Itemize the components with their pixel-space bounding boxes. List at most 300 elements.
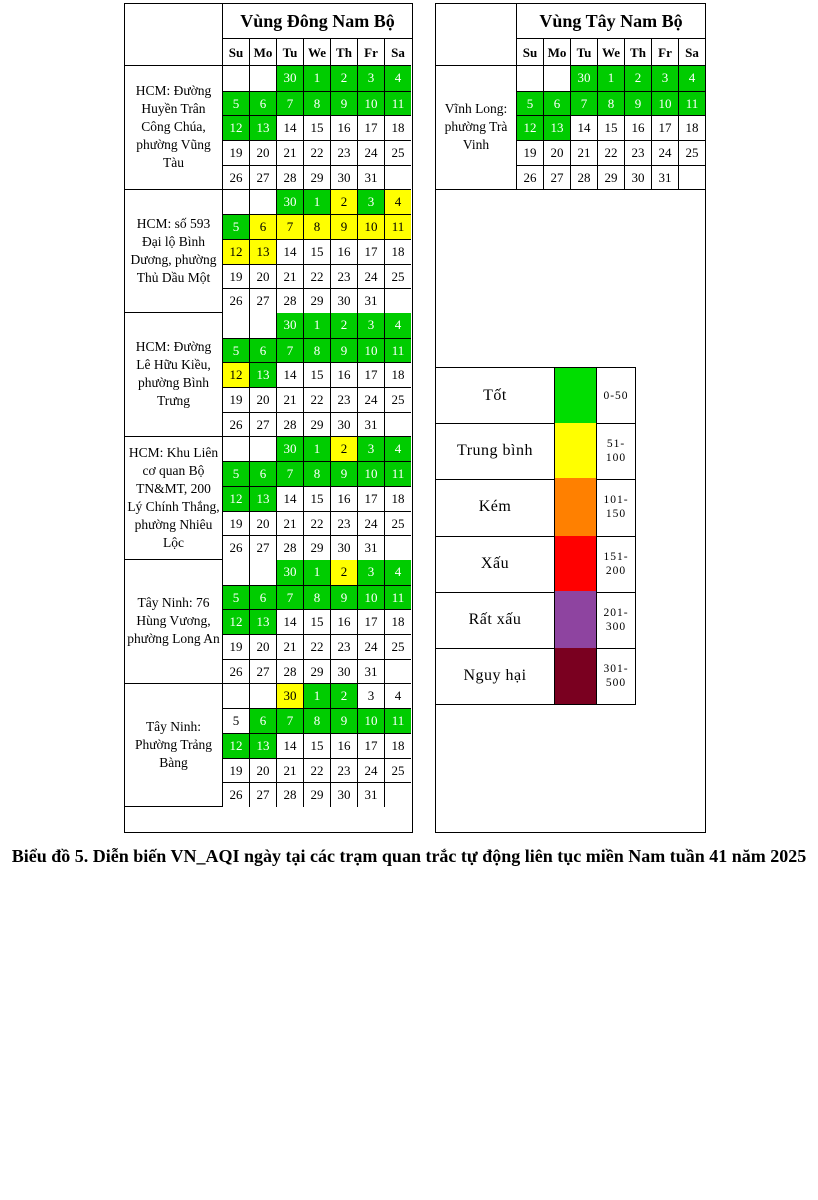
- weekday-header: Tu: [570, 39, 597, 66]
- aqi-day-cell: 19: [222, 634, 249, 659]
- aqi-day-cell: 5: [222, 708, 249, 733]
- aqi-day-cell: 26: [222, 165, 249, 190]
- weekday-header: Su: [222, 39, 249, 66]
- aqi-day-cell: [222, 190, 249, 215]
- aqi-day-cell: 31: [651, 165, 678, 190]
- aqi-day-cell: 28: [276, 412, 303, 437]
- aqi-day-cell: 19: [516, 140, 543, 165]
- aqi-day-cell: 30: [276, 313, 303, 338]
- aqi-calendar-figure: [124, 3, 706, 833]
- aqi-day-cell: [543, 66, 570, 91]
- weekday-header: We: [597, 39, 624, 66]
- legend-row: [435, 367, 636, 424]
- aqi-day-cell: 5: [222, 91, 249, 116]
- aqi-day-cell: 5: [222, 585, 249, 610]
- aqi-day-cell: 31: [357, 659, 384, 684]
- station-header-spacer: [436, 4, 516, 66]
- aqi-day-cell: 21: [276, 634, 303, 659]
- aqi-day-cell: 14: [276, 115, 303, 140]
- aqi-day-cell: 19: [222, 264, 249, 289]
- aqi-day-cell: 23: [330, 511, 357, 536]
- legend-range: 0-50: [603, 389, 629, 402]
- aqi-day-cell: 14: [276, 486, 303, 511]
- region-title: Vùng Đông Nam Bộ: [222, 4, 412, 39]
- aqi-day-cell: 22: [303, 264, 330, 289]
- aqi-day-cell: 19: [222, 758, 249, 783]
- aqi-day-cell: 22: [303, 511, 330, 536]
- aqi-day-cell: 25: [384, 634, 411, 659]
- aqi-day-cell: 26: [222, 782, 249, 807]
- aqi-day-cell: 13: [543, 115, 570, 140]
- aqi-day-cell: 11: [384, 214, 411, 239]
- aqi-day-cell: 13: [249, 115, 276, 140]
- legend-row: [435, 536, 636, 593]
- aqi-day-cell: 29: [303, 412, 330, 437]
- aqi-day-cell: 24: [651, 140, 678, 165]
- aqi-day-cell: 7: [276, 585, 303, 610]
- aqi-day-cell: 24: [357, 264, 384, 289]
- station-name: HCM: số 593 Đại lộ Bình Dương, phường Thủ Dầu Một: [130, 215, 217, 285]
- aqi-day-cell: 1: [303, 684, 330, 709]
- aqi-day-cell: 2: [330, 684, 357, 709]
- legend-row: [435, 591, 636, 649]
- aqi-day-cell: [222, 66, 249, 91]
- aqi-day-cell: 9: [330, 585, 357, 610]
- aqi-day-cell: 10: [357, 214, 384, 239]
- station-name: HCM: Khu Liên cơ quan Bộ TN&MT, 200 Lý Chính Thắng, phường Nhiêu Lộc: [127, 444, 220, 550]
- aqi-day-cell: [222, 437, 249, 462]
- aqi-day-cell: 15: [303, 609, 330, 634]
- aqi-day-cell: 10: [357, 708, 384, 733]
- aqi-day-cell: 3: [357, 66, 384, 91]
- aqi-day-cell: 9: [330, 461, 357, 486]
- region-title: Vùng Tây Nam Bộ: [516, 4, 705, 39]
- aqi-day-cell: 8: [303, 461, 330, 486]
- aqi-day-cell: 28: [276, 782, 303, 807]
- aqi-day-cell: 1: [303, 66, 330, 91]
- aqi-day-cell: 17: [357, 733, 384, 758]
- aqi-day-cell: 17: [357, 486, 384, 511]
- aqi-day-cell: 27: [249, 412, 276, 437]
- aqi-day-cell: 13: [249, 733, 276, 758]
- aqi-day-cell: 2: [330, 190, 357, 215]
- aqi-day-cell: 21: [570, 140, 597, 165]
- aqi-day-cell: 10: [357, 91, 384, 116]
- aqi-day-cell: 17: [357, 239, 384, 264]
- aqi-day-cell: 7: [276, 91, 303, 116]
- aqi-day-cell: 18: [384, 609, 411, 634]
- aqi-day-cell: 29: [303, 165, 330, 190]
- legend-row: [435, 478, 636, 537]
- aqi-day-cell: 3: [357, 560, 384, 585]
- aqi-day-cell: [678, 165, 705, 190]
- aqi-day-cell: 11: [384, 708, 411, 733]
- aqi-day-cell: 15: [303, 733, 330, 758]
- aqi-day-cell: 23: [330, 264, 357, 289]
- aqi-day-cell: 7: [276, 708, 303, 733]
- aqi-day-cell: 5: [516, 91, 543, 116]
- aqi-day-cell: 3: [357, 684, 384, 709]
- aqi-day-cell: 24: [357, 140, 384, 165]
- aqi-day-cell: 22: [303, 387, 330, 412]
- aqi-day-cell: 29: [303, 535, 330, 560]
- aqi-day-cell: 20: [249, 387, 276, 412]
- aqi-day-cell: 25: [384, 511, 411, 536]
- weekday-header: We: [303, 39, 330, 66]
- aqi-day-cell: 30: [276, 437, 303, 462]
- aqi-day-cell: 30: [276, 190, 303, 215]
- weekday-header: Fr: [357, 39, 384, 66]
- aqi-day-cell: 29: [303, 288, 330, 313]
- aqi-day-cell: 2: [330, 560, 357, 585]
- aqi-day-cell: [384, 659, 411, 684]
- aqi-day-cell: 20: [249, 758, 276, 783]
- aqi-day-cell: 21: [276, 511, 303, 536]
- aqi-day-cell: 30: [276, 684, 303, 709]
- weekday-header: Sa: [384, 39, 411, 66]
- aqi-day-cell: 18: [384, 486, 411, 511]
- aqi-day-cell: 8: [303, 214, 330, 239]
- legend-label: Kém: [436, 478, 555, 536]
- aqi-day-cell: 18: [384, 239, 411, 264]
- aqi-day-cell: 7: [570, 91, 597, 116]
- aqi-day-cell: 8: [597, 91, 624, 116]
- aqi-day-cell: 7: [276, 214, 303, 239]
- aqi-day-cell: 8: [303, 91, 330, 116]
- legend-range: 201-300: [603, 606, 629, 633]
- aqi-day-cell: 21: [276, 264, 303, 289]
- aqi-day-cell: 12: [222, 733, 249, 758]
- aqi-day-cell: 16: [330, 115, 357, 140]
- aqi-day-cell: [384, 535, 411, 560]
- aqi-day-cell: [249, 684, 276, 709]
- aqi-day-cell: 13: [249, 609, 276, 634]
- legend-range: 101-150: [603, 494, 629, 520]
- weekday-header: Tu: [276, 39, 303, 66]
- aqi-day-cell: 27: [249, 165, 276, 190]
- aqi-day-cell: 29: [597, 165, 624, 190]
- aqi-day-cell: 1: [303, 313, 330, 338]
- aqi-day-cell: 20: [249, 264, 276, 289]
- aqi-day-cell: 19: [222, 387, 249, 412]
- aqi-day-cell: 24: [357, 387, 384, 412]
- aqi-day-cell: 24: [357, 758, 384, 783]
- aqi-day-cell: 12: [222, 486, 249, 511]
- aqi-day-cell: 4: [384, 684, 411, 709]
- aqi-day-cell: 9: [330, 91, 357, 116]
- aqi-day-cell: [249, 437, 276, 462]
- aqi-day-cell: 28: [276, 165, 303, 190]
- aqi-day-cell: 5: [222, 461, 249, 486]
- aqi-day-cell: 16: [330, 362, 357, 387]
- aqi-day-cell: 27: [249, 288, 276, 313]
- legend-range: 301-500: [603, 662, 629, 689]
- aqi-day-cell: 4: [384, 313, 411, 338]
- weekday-header: Mo: [249, 39, 276, 66]
- aqi-day-cell: 16: [330, 486, 357, 511]
- aqi-day-cell: 15: [303, 362, 330, 387]
- aqi-day-cell: 28: [276, 288, 303, 313]
- aqi-day-cell: [384, 165, 411, 190]
- aqi-day-cell: 29: [303, 782, 330, 807]
- aqi-day-cell: 11: [384, 338, 411, 363]
- aqi-day-cell: 16: [624, 115, 651, 140]
- aqi-day-cell: 17: [357, 362, 384, 387]
- aqi-day-cell: 8: [303, 338, 330, 363]
- region-panel-east: [124, 3, 413, 833]
- aqi-day-cell: [249, 560, 276, 585]
- aqi-day-cell: 11: [384, 91, 411, 116]
- aqi-day-cell: 11: [384, 585, 411, 610]
- weekday-header: Su: [516, 39, 543, 66]
- aqi-day-cell: 2: [624, 66, 651, 91]
- aqi-day-cell: 23: [330, 140, 357, 165]
- aqi-day-cell: 14: [276, 239, 303, 264]
- aqi-day-cell: 31: [357, 535, 384, 560]
- aqi-day-cell: 28: [570, 165, 597, 190]
- aqi-day-cell: 4: [384, 560, 411, 585]
- aqi-day-cell: 17: [357, 609, 384, 634]
- station-name: Vĩnh Long: phường Trà Vinh: [444, 101, 508, 153]
- aqi-day-cell: 4: [384, 66, 411, 91]
- legend-swatch: [555, 423, 597, 479]
- aqi-day-cell: 25: [384, 264, 411, 289]
- legend-label: Nguy hại: [436, 648, 555, 704]
- station-block: [436, 66, 705, 190]
- aqi-day-cell: [249, 190, 276, 215]
- aqi-day-cell: 27: [249, 782, 276, 807]
- aqi-day-cell: 3: [357, 437, 384, 462]
- aqi-day-cell: [222, 313, 249, 338]
- aqi-day-cell: 18: [384, 733, 411, 758]
- aqi-day-cell: [516, 66, 543, 91]
- aqi-day-cell: 21: [276, 758, 303, 783]
- aqi-day-cell: 26: [222, 412, 249, 437]
- aqi-day-cell: 14: [276, 362, 303, 387]
- aqi-day-cell: 14: [570, 115, 597, 140]
- aqi-day-cell: 2: [330, 66, 357, 91]
- aqi-day-cell: [222, 684, 249, 709]
- aqi-day-cell: 30: [330, 288, 357, 313]
- aqi-day-cell: 6: [249, 585, 276, 610]
- aqi-day-cell: 14: [276, 609, 303, 634]
- aqi-day-cell: 26: [222, 535, 249, 560]
- aqi-day-cell: 24: [357, 511, 384, 536]
- aqi-day-cell: 7: [276, 338, 303, 363]
- aqi-day-cell: 2: [330, 313, 357, 338]
- aqi-day-cell: 5: [222, 214, 249, 239]
- aqi-day-cell: 9: [624, 91, 651, 116]
- aqi-day-cell: 13: [249, 486, 276, 511]
- aqi-day-cell: 3: [357, 313, 384, 338]
- legend-label: Rất xấu: [436, 591, 555, 648]
- aqi-day-cell: 24: [357, 634, 384, 659]
- aqi-day-cell: 27: [249, 535, 276, 560]
- aqi-day-cell: 26: [516, 165, 543, 190]
- aqi-day-cell: 1: [303, 190, 330, 215]
- legend-swatch: [555, 368, 597, 423]
- aqi-day-cell: 15: [303, 239, 330, 264]
- aqi-day-cell: 23: [330, 634, 357, 659]
- aqi-day-cell: 25: [384, 140, 411, 165]
- aqi-day-cell: 25: [384, 758, 411, 783]
- aqi-day-cell: 12: [222, 239, 249, 264]
- aqi-day-cell: 4: [384, 190, 411, 215]
- aqi-day-cell: 22: [303, 140, 330, 165]
- weekday-header: Fr: [651, 39, 678, 66]
- aqi-day-cell: 26: [222, 288, 249, 313]
- aqi-day-cell: 1: [303, 437, 330, 462]
- legend-swatch: [555, 591, 597, 648]
- aqi-day-cell: 27: [543, 165, 570, 190]
- aqi-day-cell: 13: [249, 362, 276, 387]
- legend-swatch: [555, 648, 597, 704]
- aqi-day-cell: 14: [276, 733, 303, 758]
- station-header-spacer: [125, 4, 222, 66]
- aqi-day-cell: 3: [357, 190, 384, 215]
- aqi-day-cell: [222, 560, 249, 585]
- figure-caption: Biểu đồ 5. Diễn biến VN_AQI ngày tại các trạm quan trắc tự động liên tục miền Nam tuần 41 năm 2025: [11, 846, 807, 866]
- aqi-day-cell: [384, 782, 411, 807]
- aqi-day-cell: 18: [384, 362, 411, 387]
- aqi-day-cell: 28: [276, 535, 303, 560]
- aqi-day-cell: 17: [651, 115, 678, 140]
- aqi-day-cell: 20: [249, 140, 276, 165]
- aqi-day-cell: 20: [543, 140, 570, 165]
- aqi-day-cell: 23: [330, 758, 357, 783]
- aqi-day-cell: 15: [303, 486, 330, 511]
- aqi-day-cell: 11: [678, 91, 705, 116]
- legend-swatch: [555, 478, 597, 536]
- legend-row: [435, 423, 636, 480]
- aqi-day-cell: 4: [384, 437, 411, 462]
- aqi-day-cell: 7: [276, 461, 303, 486]
- aqi-day-cell: 6: [249, 461, 276, 486]
- aqi-day-cell: 15: [303, 115, 330, 140]
- aqi-day-cell: 30: [330, 659, 357, 684]
- station-block: [125, 190, 411, 314]
- aqi-day-cell: [384, 412, 411, 437]
- weekday-header: Mo: [543, 39, 570, 66]
- aqi-day-cell: 6: [249, 708, 276, 733]
- aqi-day-cell: 30: [330, 782, 357, 807]
- aqi-day-cell: [249, 66, 276, 91]
- aqi-day-cell: 6: [543, 91, 570, 116]
- aqi-day-cell: 23: [624, 140, 651, 165]
- aqi-day-cell: 17: [357, 115, 384, 140]
- aqi-day-cell: 31: [357, 412, 384, 437]
- aqi-day-cell: 21: [276, 387, 303, 412]
- aqi-day-cell: 15: [597, 115, 624, 140]
- aqi-day-cell: 19: [222, 511, 249, 536]
- aqi-day-cell: 5: [222, 338, 249, 363]
- aqi-day-cell: 16: [330, 239, 357, 264]
- weekday-header: Th: [624, 39, 651, 66]
- aqi-day-cell: 22: [303, 634, 330, 659]
- aqi-day-cell: 4: [678, 66, 705, 91]
- aqi-day-cell: 12: [222, 362, 249, 387]
- aqi-day-cell: 16: [330, 609, 357, 634]
- station-block: [125, 66, 411, 190]
- aqi-day-cell: 18: [678, 115, 705, 140]
- legend-label: Xấu: [436, 536, 555, 592]
- aqi-day-cell: 20: [249, 634, 276, 659]
- aqi-day-cell: 20: [249, 511, 276, 536]
- station-block: [125, 437, 411, 561]
- aqi-day-cell: 13: [249, 239, 276, 264]
- aqi-day-cell: 31: [357, 782, 384, 807]
- weekday-header: Sa: [678, 39, 705, 66]
- aqi-day-cell: [249, 313, 276, 338]
- aqi-day-cell: 30: [330, 535, 357, 560]
- station-name: HCM: Đường Huyền Trân Công Chúa, phường Vũng Tàu: [135, 83, 212, 171]
- aqi-day-cell: 28: [276, 659, 303, 684]
- aqi-day-cell: 3: [651, 66, 678, 91]
- aqi-day-cell: 26: [222, 659, 249, 684]
- aqi-day-cell: 10: [357, 338, 384, 363]
- aqi-day-cell: 6: [249, 214, 276, 239]
- aqi-day-cell: 12: [222, 609, 249, 634]
- aqi-day-cell: 18: [384, 115, 411, 140]
- aqi-day-cell: 10: [357, 461, 384, 486]
- aqi-day-cell: 6: [249, 338, 276, 363]
- aqi-day-cell: 31: [357, 288, 384, 313]
- aqi-day-cell: 19: [222, 140, 249, 165]
- aqi-day-cell: 10: [357, 585, 384, 610]
- aqi-day-cell: 2: [330, 437, 357, 462]
- aqi-day-cell: 30: [624, 165, 651, 190]
- station-name: Tây Ninh: Phường Trảng Bàng: [134, 718, 213, 770]
- legend-label: Trung bình: [436, 423, 555, 479]
- legend-swatch: [555, 536, 597, 592]
- station-block: [125, 560, 411, 684]
- aqi-day-cell: 8: [303, 585, 330, 610]
- aqi-day-cell: 1: [303, 560, 330, 585]
- station-block: [125, 684, 411, 808]
- station-name: HCM: Đường Lê Hữu Kiều, phường Bình Trưng: [135, 339, 212, 409]
- station-block: [125, 313, 411, 437]
- aqi-day-cell: 30: [330, 165, 357, 190]
- aqi-day-cell: 22: [303, 758, 330, 783]
- aqi-day-cell: 10: [651, 91, 678, 116]
- aqi-day-cell: 16: [330, 733, 357, 758]
- aqi-day-cell: 25: [678, 140, 705, 165]
- aqi-day-cell: 9: [330, 708, 357, 733]
- aqi-day-cell: 6: [249, 91, 276, 116]
- aqi-day-cell: 23: [330, 387, 357, 412]
- aqi-day-cell: 12: [222, 115, 249, 140]
- aqi-day-cell: 29: [303, 659, 330, 684]
- aqi-day-cell: 8: [303, 708, 330, 733]
- aqi-day-cell: 9: [330, 214, 357, 239]
- aqi-day-cell: 25: [384, 387, 411, 412]
- aqi-day-cell: 9: [330, 338, 357, 363]
- station-name: Tây Ninh: 76 Hùng Vương, phường Long An: [127, 595, 220, 647]
- aqi-day-cell: 1: [597, 66, 624, 91]
- aqi-day-cell: 27: [249, 659, 276, 684]
- legend-row: [435, 648, 636, 705]
- aqi-day-cell: 21: [276, 140, 303, 165]
- aqi-day-cell: 30: [330, 412, 357, 437]
- aqi-day-cell: 11: [384, 461, 411, 486]
- aqi-day-cell: 12: [516, 115, 543, 140]
- aqi-day-cell: 31: [357, 165, 384, 190]
- aqi-day-cell: 30: [276, 66, 303, 91]
- aqi-day-cell: 30: [276, 560, 303, 585]
- aqi-day-cell: [384, 288, 411, 313]
- legend-range: 151-200: [603, 550, 629, 577]
- aqi-day-cell: 22: [597, 140, 624, 165]
